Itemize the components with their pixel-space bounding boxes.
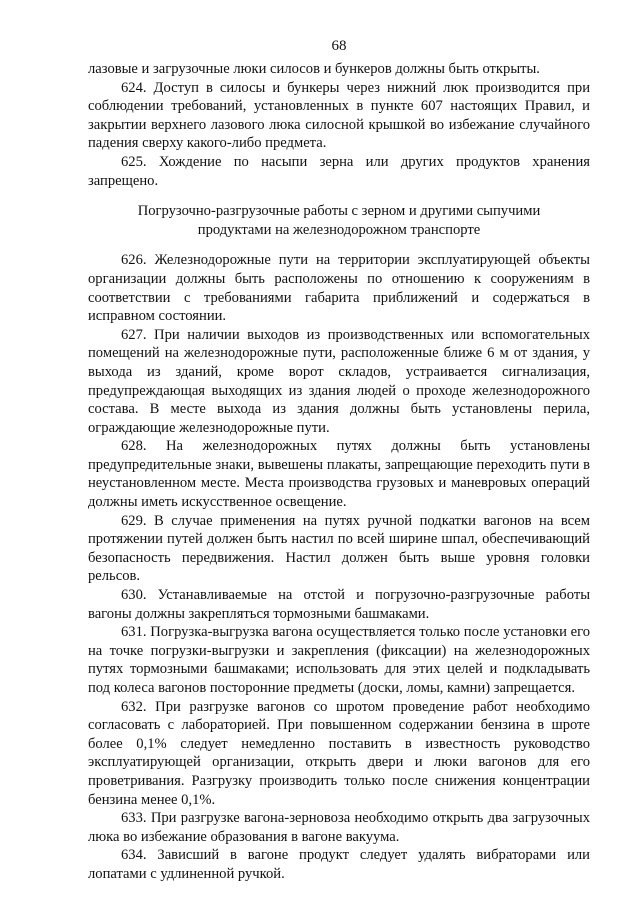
paragraph-624: 624. Доступ в силосы и бункеры через нижний люк производится при соблюдении требований, установленных в пункте 607 настоящих Правил, и закрытии верхнего лазового люка силосной крышкой во избежание случайного падения сверху какого-либо предмета.: [88, 79, 590, 152]
paragraph-630: 630. Устанавливаемые на отстой и погрузочно-разгрузочные работы вагоны должны закрепляться тормозными башмаками.: [88, 587, 590, 622]
page-number: 68: [331, 38, 347, 54]
paragraph-633: 633. При разгрузке вагона-зерновоза необходимо открыть два загрузочных люка во избежание образования в вагоне вакуума.: [88, 810, 590, 845]
section-heading-line-2: продуктами на железнодорожном транспорте: [197, 221, 481, 238]
paragraph-626: 626. Железнодорожные пути на территории эксплуатирующей объекты организации должны быть расположены по отношению к сооружениям в соответствии с требованиями габарита приближений и содержаться в исправном состоянии.: [88, 252, 590, 325]
paragraph-632: 632. При разгрузке вагонов со шротом проведение работ необходимо согласовать с лабораторией. При повышенном содержании бензина в шроте более 0,1% следует немедленно поставить в известность руководство эксплуатирующей организации, открыть двери и люки вагонов для его проветривания. Разгрузку производить только после снижения концентрации бензина менее 0,1%.: [88, 698, 590, 808]
paragraph-627: 627. При наличии выходов из производственных или вспомогательных помещений на железнодорожные пути, расположенные ближе 6 м от здания, у выхода из зданий, кроме ворот складов, устраивается сигнализация, предупреждающая выходящих из здания людей о проходе железнодорожного состава. В месте выхода из здания должны быть установлены перила, ограждающие железнодорожные пути.: [88, 326, 590, 436]
paragraph-continuation: лазовые и загрузочные люки силосов и бункеров должны быть открыты.: [88, 61, 540, 77]
paragraph-634: 634. Зависший в вагоне продукт следует удалять вибраторами или лопатами с удлиненной ручкой.: [88, 847, 590, 882]
section-heading-line-1: Погрузочно-разгрузочные работы с зерном и другими сыпучими: [137, 203, 541, 220]
paragraph-631: 631. Погрузка-выгрузка вагона осуществляется только после установки его на точке погрузки-выгрузки и закрепления (фиксации) на железнодорожных путях тормозными башмаками; использовать для этих целей и подкладывать под колеса вагонов посторонние предметы (доски, ломы, камни) запрещается.: [88, 624, 590, 696]
document-body: [88, 60, 590, 884]
paragraph-625: 625. Хождение по насыпи зерна или других продуктов хранения запрещено.: [88, 153, 590, 189]
paragraph-628: 628. На железнодорожных путях должны быть установлены предупредительные знаки, вывешены плакаты, запрещающие переходить пути в неустановленном месте. Места производства грузовых и маневровых операций должны иметь искусственное освещение.: [88, 438, 590, 511]
paragraph-629: 629. В случае применения на путях ручной подкатки вагонов на всем протяжении путей должен быть настил по всей ширине шпал, обеспечивающий безопасность передвижения. Настил должен быть выше уровня головки рельсов.: [88, 512, 590, 585]
section-heading: [88, 202, 590, 239]
